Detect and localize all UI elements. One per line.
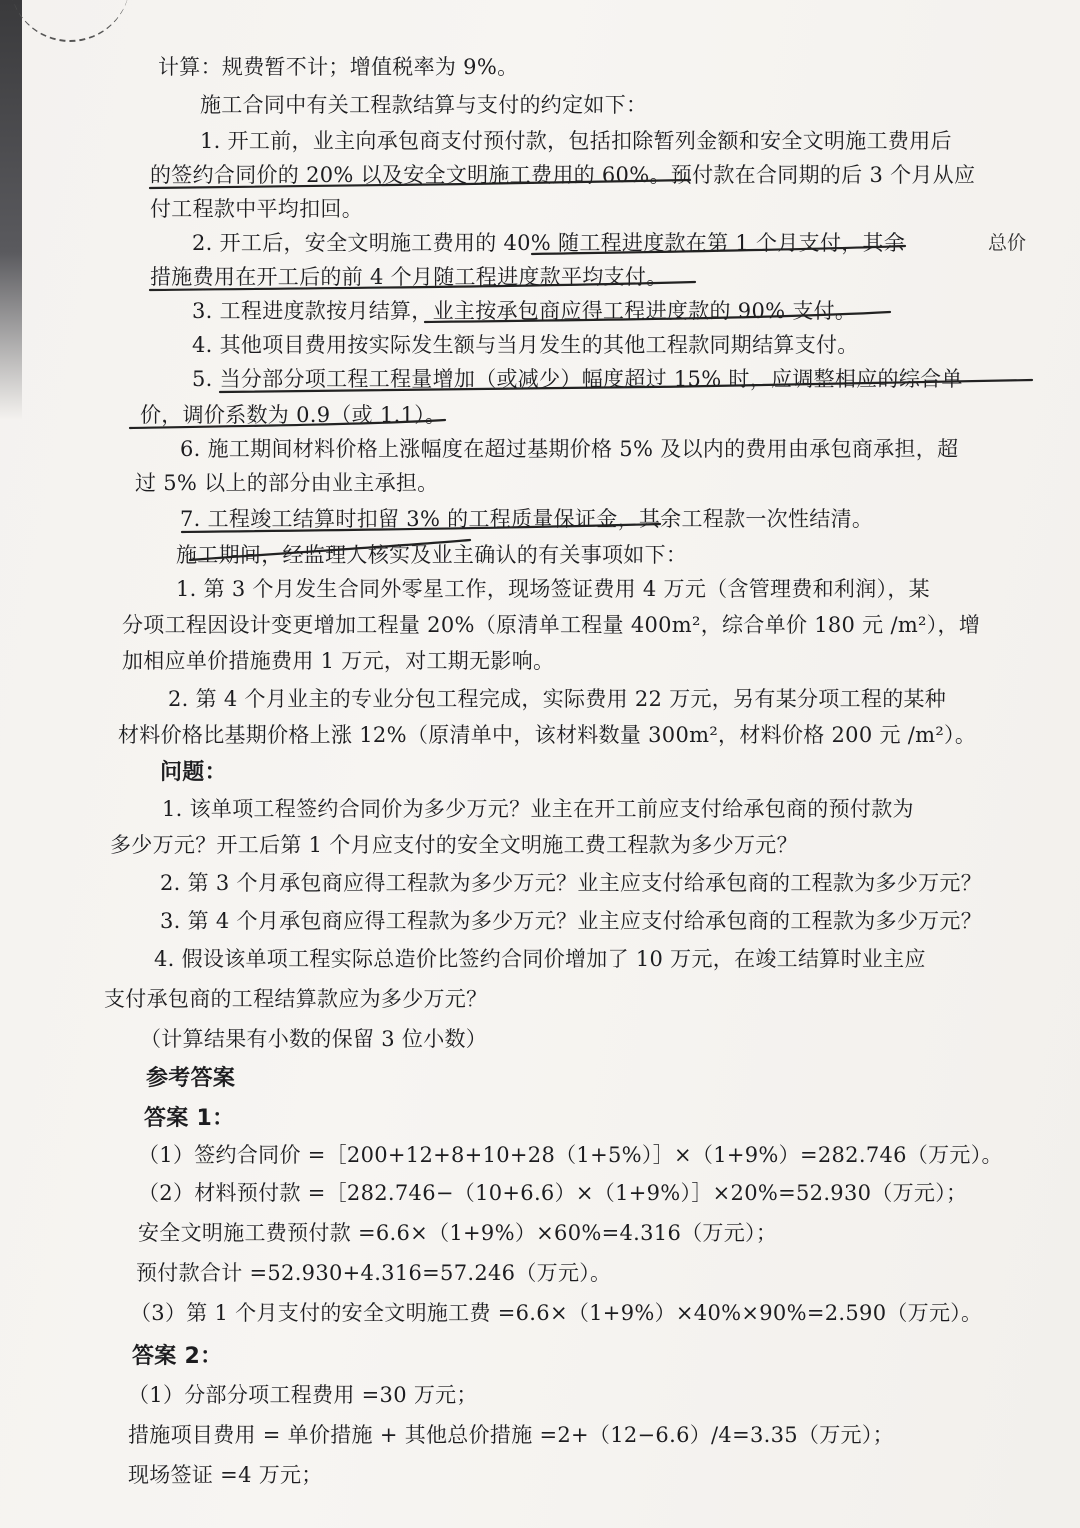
text-line: 预付款合计 =52.930+4.316=57.246（万元）。 (136, 1261, 612, 1285)
text-line: 7. 工程竣工结算时扣留 3% 的工程质量保证金，其余工程款一次性结清。 (180, 507, 874, 531)
text-line: （计算结果有小数的保留 3 位小数） (140, 1027, 488, 1051)
text-line: 的签约合同价的 20% 以及安全文明施工费用的 60%。预付款在合同期的后 3 个月从应 (150, 163, 976, 187)
text-line: 2. 第 4 个月业主的专业分包工程完成，实际费用 22 万元，另有某分项工程的某种 (168, 687, 947, 711)
text-line: 现场签证 =4 万元； (128, 1463, 323, 1487)
handwritten-note: 总价 (988, 232, 1027, 254)
text-line: 措施项目费用 = 单价措施 + 其他总价措施 =2+（12−6.6）/4=3.35（万元）； (128, 1423, 894, 1447)
text-line: 1. 第 3 个月发生合同外零星工作，现场签证费用 4 万元（含管理费和利润），某 (176, 577, 930, 601)
page-edge-shadow (0, 0, 22, 420)
text-line: 1. 该单项工程签约合同价为多少万元？业主在开工前应支付给承包商的预付款为 (162, 797, 914, 821)
text-line: 措施费用在开工后的前 4 个月随工程进度款平均支付。 (150, 265, 668, 289)
text-line: 加相应单价措施费用 1 万元，对工期无影响。 (122, 649, 555, 673)
text-line: 安全文明施工费预付款 =6.6×（1+9%）×60%=4.316（万元）； (138, 1221, 778, 1245)
text-line: （2）材料预付款 =［282.746−（10+6.6）×（1+9%）］×20%=52.930（万元）； (138, 1181, 968, 1205)
section-heading-questions: 问题： (160, 760, 227, 785)
answer-heading-1: 答案 1： (144, 1106, 235, 1131)
text-line: 支付承包商的工程结算款应为多少万元？ (104, 987, 488, 1011)
section-heading-answers: 参考答案 (146, 1066, 236, 1091)
text-line: 3. 第 4 个月承包商应得工程款为多少万元？业主应支付给承包商的工程款为多少万元？ (160, 909, 983, 933)
text-line: （1）分部分项工程费用 =30 万元； (128, 1383, 478, 1407)
text-line: 2. 开工后，安全文明施工费用的 40% 随工程进度款在第 1 个月支付，其余 (192, 231, 906, 255)
text-line: 5. 当分部分项工程工程量增加（或减少）幅度超过 15% 时，应调整相应的综合单 (192, 367, 963, 391)
text-line: 施工期间，经监理人核实及业主确认的有关事项如下： (176, 543, 688, 567)
text-line: （1）签约合同价 =［200+12+8+10+28（1+5%）］×（1+9%）=282.746（万元）。 (138, 1143, 1003, 1167)
text-line: 分项工程因设计变更增加工程量 20%（原清单工程量 400m²，综合单价 180 元 /m²），增 (122, 613, 981, 637)
text-line: 付工程款中平均扣回。 (150, 197, 363, 221)
text-line: 6. 施工期间材料价格上涨幅度在超过基期价格 5% 及以内的费用由承包商承担，超 (180, 437, 959, 461)
text-line: 材料价格比基期价格上涨 12%（原清单中，该材料数量 300m²，材料价格 200 元 /m²）。 (118, 723, 977, 747)
text-line: 施工合同中有关工程款结算与支付的约定如下： (200, 93, 648, 117)
text-line: 2. 第 3 个月承包商应得工程款为多少万元？业主应支付给承包商的工程款为多少万元？ (160, 871, 983, 895)
text-line: 过 5% 以上的部分由业主承担。 (135, 471, 439, 495)
text-line: 计算：规费暂不计；增值税率为 9%。 (158, 55, 519, 79)
text-line: 1. 开工前，业主向承包商支付预付款，包括扣除暂列金额和安全文明施工费用后 (200, 129, 952, 153)
text-line: 多少万元？开工后第 1 个月应支付的安全文明施工费工程款为多少万元？ (110, 833, 798, 857)
text-line: （3）第 1 个月支付的安全文明施工费 =6.6×（1+9%）×40%×90%=2.590（万元）。 (130, 1301, 983, 1325)
text-line: 价，调价系数为 0.9（或 1.1）。 (140, 403, 447, 427)
text-line: 3. 工程进度款按月结算，业主按承包商应得工程进度款的 90% 支付。 (192, 299, 857, 323)
answer-heading-2: 答案 2： (132, 1344, 223, 1369)
text-line: 4. 其他项目费用按实际发生额与当月发生的其他工程款同期结算支付。 (192, 333, 859, 357)
text-line: 4. 假设该单项工程实际总造价比签约合同价增加了 10 万元，在竣工结算时业主应 (154, 947, 926, 971)
